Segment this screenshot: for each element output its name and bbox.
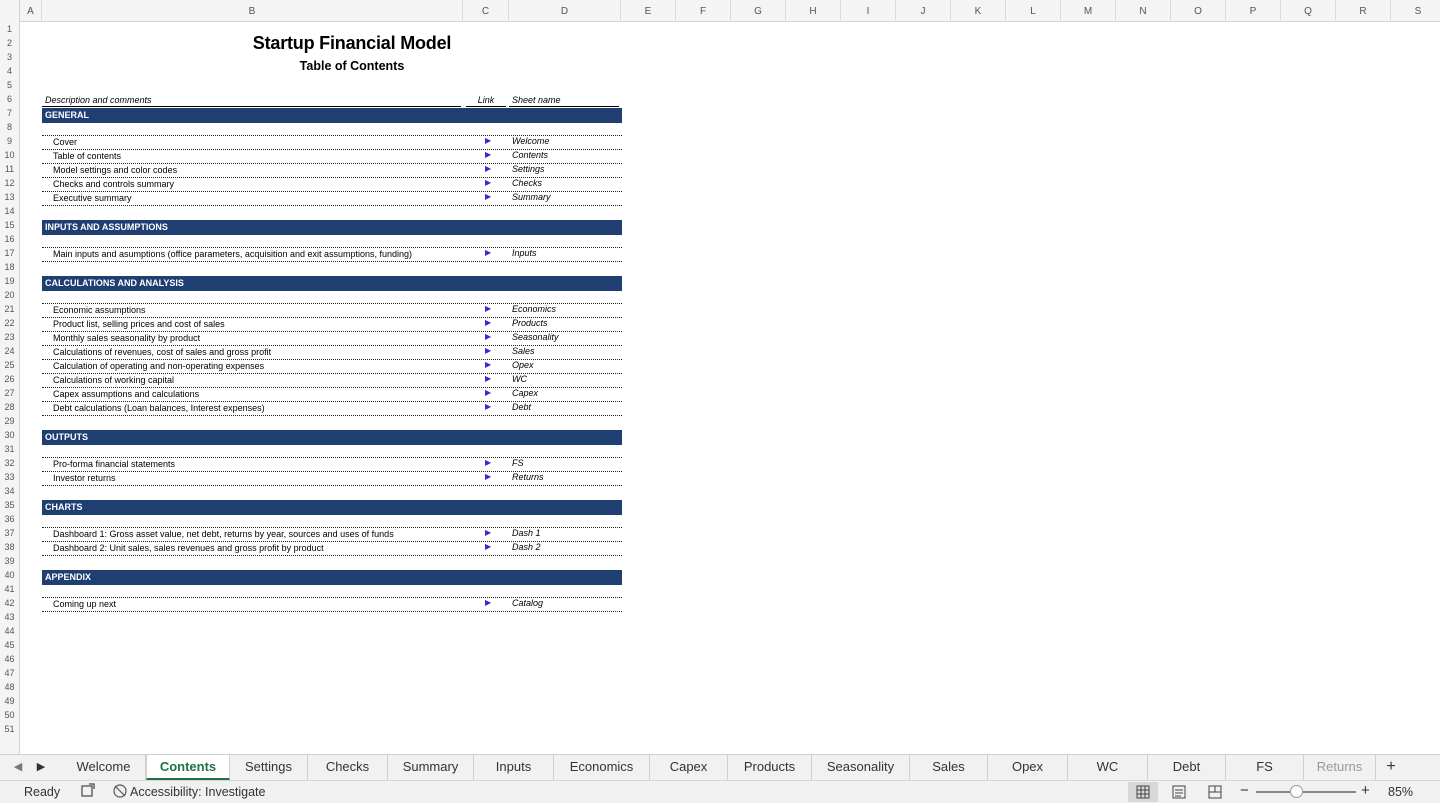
row-header[interactable]: 14: [4, 206, 15, 216]
toc-description: Checks and controls summary: [53, 179, 175, 189]
select-all-corner[interactable]: [0, 0, 20, 22]
column-header[interactable]: A: [20, 0, 42, 22]
toc-description: Capex assumptions and calculations: [53, 389, 200, 399]
zoom-out-button[interactable]: −: [1240, 782, 1249, 799]
row-header[interactable]: 43: [4, 612, 15, 622]
toc-sheet-link[interactable]: Summary: [512, 192, 551, 202]
section-header: INPUTS AND ASSUMPTIONS: [42, 220, 622, 235]
toc-sheet-link[interactable]: Opex: [512, 360, 534, 370]
column-header[interactable]: K: [951, 0, 1006, 22]
page-layout-view-button[interactable]: [1164, 782, 1194, 802]
row-header[interactable]: 26: [4, 374, 15, 384]
row-header[interactable]: 25: [4, 360, 15, 370]
toc-description: Debt calculations (Loan balances, Interest expenses): [53, 403, 265, 413]
section-header: APPENDIX: [42, 570, 622, 585]
row-header[interactable]: 20: [4, 290, 15, 300]
toc-sheet-link[interactable]: Catalog: [512, 598, 544, 608]
toc-sheet-link[interactable]: Debt: [512, 402, 532, 412]
sheet-tab-checks[interactable]: Checks: [308, 755, 388, 780]
row-header[interactable]: 35: [4, 500, 15, 510]
column-header[interactable]: Q: [1281, 0, 1336, 22]
link-arrow-icon[interactable]: ▶: [485, 542, 492, 551]
toc-description: Main inputs and asumptions (office parameters, acquisition and exit assumptions, funding): [53, 249, 413, 259]
row-header[interactable]: 50: [4, 710, 15, 720]
page-subtitle: Table of Contents: [299, 59, 405, 73]
row-header[interactable]: 13: [4, 192, 15, 202]
link-arrow-icon[interactable]: ▶: [485, 136, 492, 145]
toc-sheet-link[interactable]: Products: [512, 318, 548, 328]
row-header[interactable]: 10: [4, 150, 15, 160]
link-arrow-icon[interactable]: ▶: [485, 192, 492, 201]
link-arrow-icon[interactable]: ▶: [485, 318, 492, 327]
row-header[interactable]: 11: [4, 164, 15, 174]
column-header[interactable]: L: [1006, 0, 1061, 22]
row-header[interactable]: 6: [6, 94, 12, 104]
sheet-tab-inputs[interactable]: Inputs: [474, 755, 554, 780]
row-header[interactable]: 37: [4, 528, 15, 538]
toc-sheet-link[interactable]: Returns: [512, 472, 544, 482]
column-header[interactable]: D: [509, 0, 621, 22]
sheet-tab-returns[interactable]: Returns: [1304, 755, 1376, 780]
toc-description: Table of contents: [53, 151, 122, 161]
column-header[interactable]: G: [731, 0, 786, 22]
row-header[interactable]: 17: [4, 248, 15, 258]
row-header[interactable]: 39: [4, 556, 15, 566]
section-header: CHARTS: [42, 500, 622, 515]
triangle-left-icon: ◀: [13, 761, 23, 773]
link-arrow-icon[interactable]: ▶: [485, 402, 492, 411]
row-header[interactable]: 21: [4, 304, 15, 314]
row-header[interactable]: 34: [4, 486, 15, 496]
triangle-right-icon: ▶: [36, 761, 46, 773]
toc-sheet-link[interactable]: Capex: [512, 388, 539, 398]
sheet-tab-products[interactable]: Products: [728, 755, 812, 780]
zoom-slider[interactable]: [1256, 791, 1356, 793]
row-header[interactable]: 42: [4, 598, 15, 608]
row-divider: [42, 261, 622, 262]
sheet-tab-settings[interactable]: Settings: [230, 755, 308, 780]
link-arrow-icon[interactable]: ▶: [485, 178, 492, 187]
section-header: OUTPUTS: [42, 430, 622, 445]
toc-description: Executive summary: [53, 193, 132, 203]
toc-sheet-link[interactable]: Settings: [512, 164, 545, 174]
row-header[interactable]: 12: [4, 178, 15, 188]
toc-description: Model settings and color codes: [53, 165, 178, 175]
sheet-tab-sales[interactable]: Sales: [910, 755, 988, 780]
status-bar: [0, 780, 1440, 803]
sheet-tab-economics[interactable]: Economics: [554, 755, 650, 780]
row-header[interactable]: 9: [6, 136, 12, 146]
row-header[interactable]: 27: [4, 388, 15, 398]
link-arrow-icon[interactable]: ▶: [485, 472, 492, 481]
toc-description: Investor returns: [53, 473, 116, 483]
link-arrow-icon[interactable]: ▶: [485, 598, 492, 607]
row-header[interactable]: 16: [4, 234, 15, 244]
sheet-tab-opex[interactable]: Opex: [988, 755, 1068, 780]
column-header-bar: [0, 0, 1440, 22]
previous-sheet-button[interactable]: [10, 759, 26, 775]
row-header[interactable]: 2: [6, 38, 12, 48]
row-header[interactable]: 4: [6, 66, 12, 76]
status-ready: Ready: [24, 785, 61, 799]
toc-sheet-link[interactable]: Contents: [512, 150, 549, 160]
sheet-tab-bar: [0, 754, 1440, 780]
add-sheet-button[interactable]: +: [1386, 758, 1396, 775]
header-description: Description and comments: [42, 94, 461, 107]
row-header[interactable]: 48: [4, 682, 15, 692]
column-header[interactable]: S: [1391, 0, 1440, 22]
column-header[interactable]: H: [786, 0, 841, 22]
column-header[interactable]: E: [621, 0, 676, 22]
column-header[interactable]: P: [1226, 0, 1281, 22]
row-header[interactable]: 47: [4, 668, 15, 678]
sheet-tab-welcome[interactable]: Welcome: [62, 755, 146, 780]
column-header[interactable]: I: [841, 0, 896, 22]
page-layout-icon: [1164, 782, 1194, 802]
link-arrow-icon[interactable]: ▶: [485, 248, 492, 257]
row-header[interactable]: 7: [6, 108, 12, 118]
sheet-tab-contents[interactable]: Contents: [146, 755, 230, 780]
accessibility-icon[interactable]: [112, 783, 128, 803]
row-header[interactable]: 45: [4, 640, 15, 650]
row-header[interactable]: 46: [4, 654, 15, 664]
normal-view-button[interactable]: [1128, 782, 1158, 802]
toc-description: Calculations of revenues, cost of sales and gross profit: [53, 347, 272, 357]
zoom-slider-thumb[interactable]: [1290, 785, 1303, 798]
sheet-tab-seasonality[interactable]: Seasonality: [812, 755, 910, 780]
row-header[interactable]: 18: [4, 262, 15, 272]
row-header[interactable]: 5: [6, 80, 12, 90]
link-arrow-icon[interactable]: ▶: [485, 304, 492, 313]
row-header-bar: [0, 22, 20, 754]
link-arrow-icon[interactable]: ▶: [485, 374, 492, 383]
toc-description: Monthly sales seasonality by product: [53, 333, 201, 343]
row-divider: [42, 485, 622, 486]
link-arrow-icon[interactable]: ▶: [485, 458, 492, 467]
toc-description: Pro-forma financial statements: [53, 459, 176, 469]
row-header[interactable]: 3: [6, 52, 12, 62]
toc-description: Dashboard 2: Unit sales, sales revenues and gross profit by product: [53, 543, 324, 553]
toc-sheet-link[interactable]: WC: [512, 374, 527, 384]
sheet-tab-capex[interactable]: Capex: [650, 755, 728, 780]
row-header[interactable]: 28: [4, 402, 15, 412]
row-header[interactable]: 22: [4, 318, 15, 328]
grid-icon: [1128, 782, 1158, 802]
toc-description: Economic assumptions: [53, 305, 146, 315]
row-header[interactable]: 51: [4, 724, 15, 734]
row-header[interactable]: 23: [4, 332, 15, 342]
row-header[interactable]: 49: [4, 696, 15, 706]
sheet-tab-debt[interactable]: Debt: [1148, 755, 1226, 780]
row-header[interactable]: 41: [4, 584, 15, 594]
zoom-level[interactable]: 85%: [1388, 785, 1414, 799]
row-header[interactable]: 24: [4, 346, 15, 356]
column-header[interactable]: M: [1061, 0, 1116, 22]
row-divider: [42, 205, 622, 206]
toc-description: Calculation of operating and non-operating expenses: [53, 361, 265, 371]
column-header[interactable]: J: [896, 0, 951, 22]
toc-description: Dashboard 1: Gross asset value, net debt, returns by year, sources and uses of funds: [53, 529, 394, 539]
sheet-tab-summary[interactable]: Summary: [388, 755, 474, 780]
toc-description: Calculations of working capital: [53, 375, 175, 385]
page-break-view-button[interactable]: [1200, 782, 1230, 802]
toc-description: Coming up next: [53, 599, 117, 609]
toc-sheet-link[interactable]: Sales: [512, 346, 535, 356]
sheet-tab-wc[interactable]: WC: [1068, 755, 1148, 780]
column-header[interactable]: R: [1336, 0, 1391, 22]
toc-sheet-link[interactable]: Dash 2: [512, 542, 541, 552]
row-divider: [42, 415, 622, 416]
column-header[interactable]: C: [463, 0, 509, 22]
row-header[interactable]: 30: [4, 430, 15, 440]
link-arrow-icon[interactable]: ▶: [485, 150, 492, 159]
link-arrow-icon[interactable]: ▶: [485, 528, 492, 537]
row-divider: [42, 611, 622, 612]
link-arrow-icon[interactable]: ▶: [485, 332, 492, 341]
column-header[interactable]: B: [42, 0, 463, 22]
row-header[interactable]: 36: [4, 514, 15, 524]
toc-sheet-link[interactable]: Economics: [512, 304, 557, 314]
header-link: Link: [466, 94, 506, 107]
toc-sheet-link[interactable]: Checks: [512, 178, 543, 188]
page-title: Startup Financial Model: [252, 33, 452, 53]
page-break-icon: [1200, 782, 1230, 802]
toc-sheet-link[interactable]: Seasonality: [512, 332, 559, 342]
next-sheet-button[interactable]: [33, 759, 49, 775]
row-header[interactable]: 38: [4, 542, 15, 552]
toc-description: Product list, selling prices and cost of sales: [53, 319, 225, 329]
column-header[interactable]: O: [1171, 0, 1226, 22]
row-header[interactable]: 33: [4, 472, 15, 482]
zoom-in-button[interactable]: +: [1361, 782, 1370, 799]
sheet-tab-fs[interactable]: FS: [1226, 755, 1304, 780]
row-header[interactable]: 19: [4, 276, 15, 286]
row-header[interactable]: 1: [6, 24, 12, 34]
toc-description: Cover: [53, 137, 78, 147]
link-arrow-icon[interactable]: ▶: [485, 346, 492, 355]
accessibility-status[interactable]: Accessibility: Investigate: [130, 785, 266, 799]
link-arrow-icon[interactable]: ▶: [485, 164, 492, 173]
row-header[interactable]: 15: [4, 220, 15, 230]
macro-record-icon[interactable]: [80, 783, 96, 803]
section-header: GENERAL: [42, 108, 622, 123]
section-header: CALCULATIONS AND ANALYSIS: [42, 276, 622, 291]
row-header[interactable]: 32: [4, 458, 15, 468]
row-divider: [42, 555, 622, 556]
row-header[interactable]: 40: [4, 570, 15, 580]
toc-sheet-link[interactable]: Inputs: [512, 248, 537, 258]
header-sheet-name: Sheet name: [509, 94, 619, 107]
row-header[interactable]: 8: [6, 122, 12, 132]
row-header[interactable]: 31: [4, 444, 15, 454]
link-arrow-icon[interactable]: ▶: [485, 360, 492, 369]
row-header[interactable]: 44: [4, 626, 15, 636]
toc-sheet-link[interactable]: FS: [512, 458, 524, 468]
column-header[interactable]: F: [676, 0, 731, 22]
column-header[interactable]: N: [1116, 0, 1171, 22]
toc-sheet-link[interactable]: Dash 1: [512, 528, 541, 538]
row-header[interactable]: 29: [4, 416, 15, 426]
worksheet-grid[interactable]: [20, 22, 1440, 754]
toc-sheet-link[interactable]: Welcome: [512, 136, 550, 146]
link-arrow-icon[interactable]: ▶: [485, 388, 492, 397]
